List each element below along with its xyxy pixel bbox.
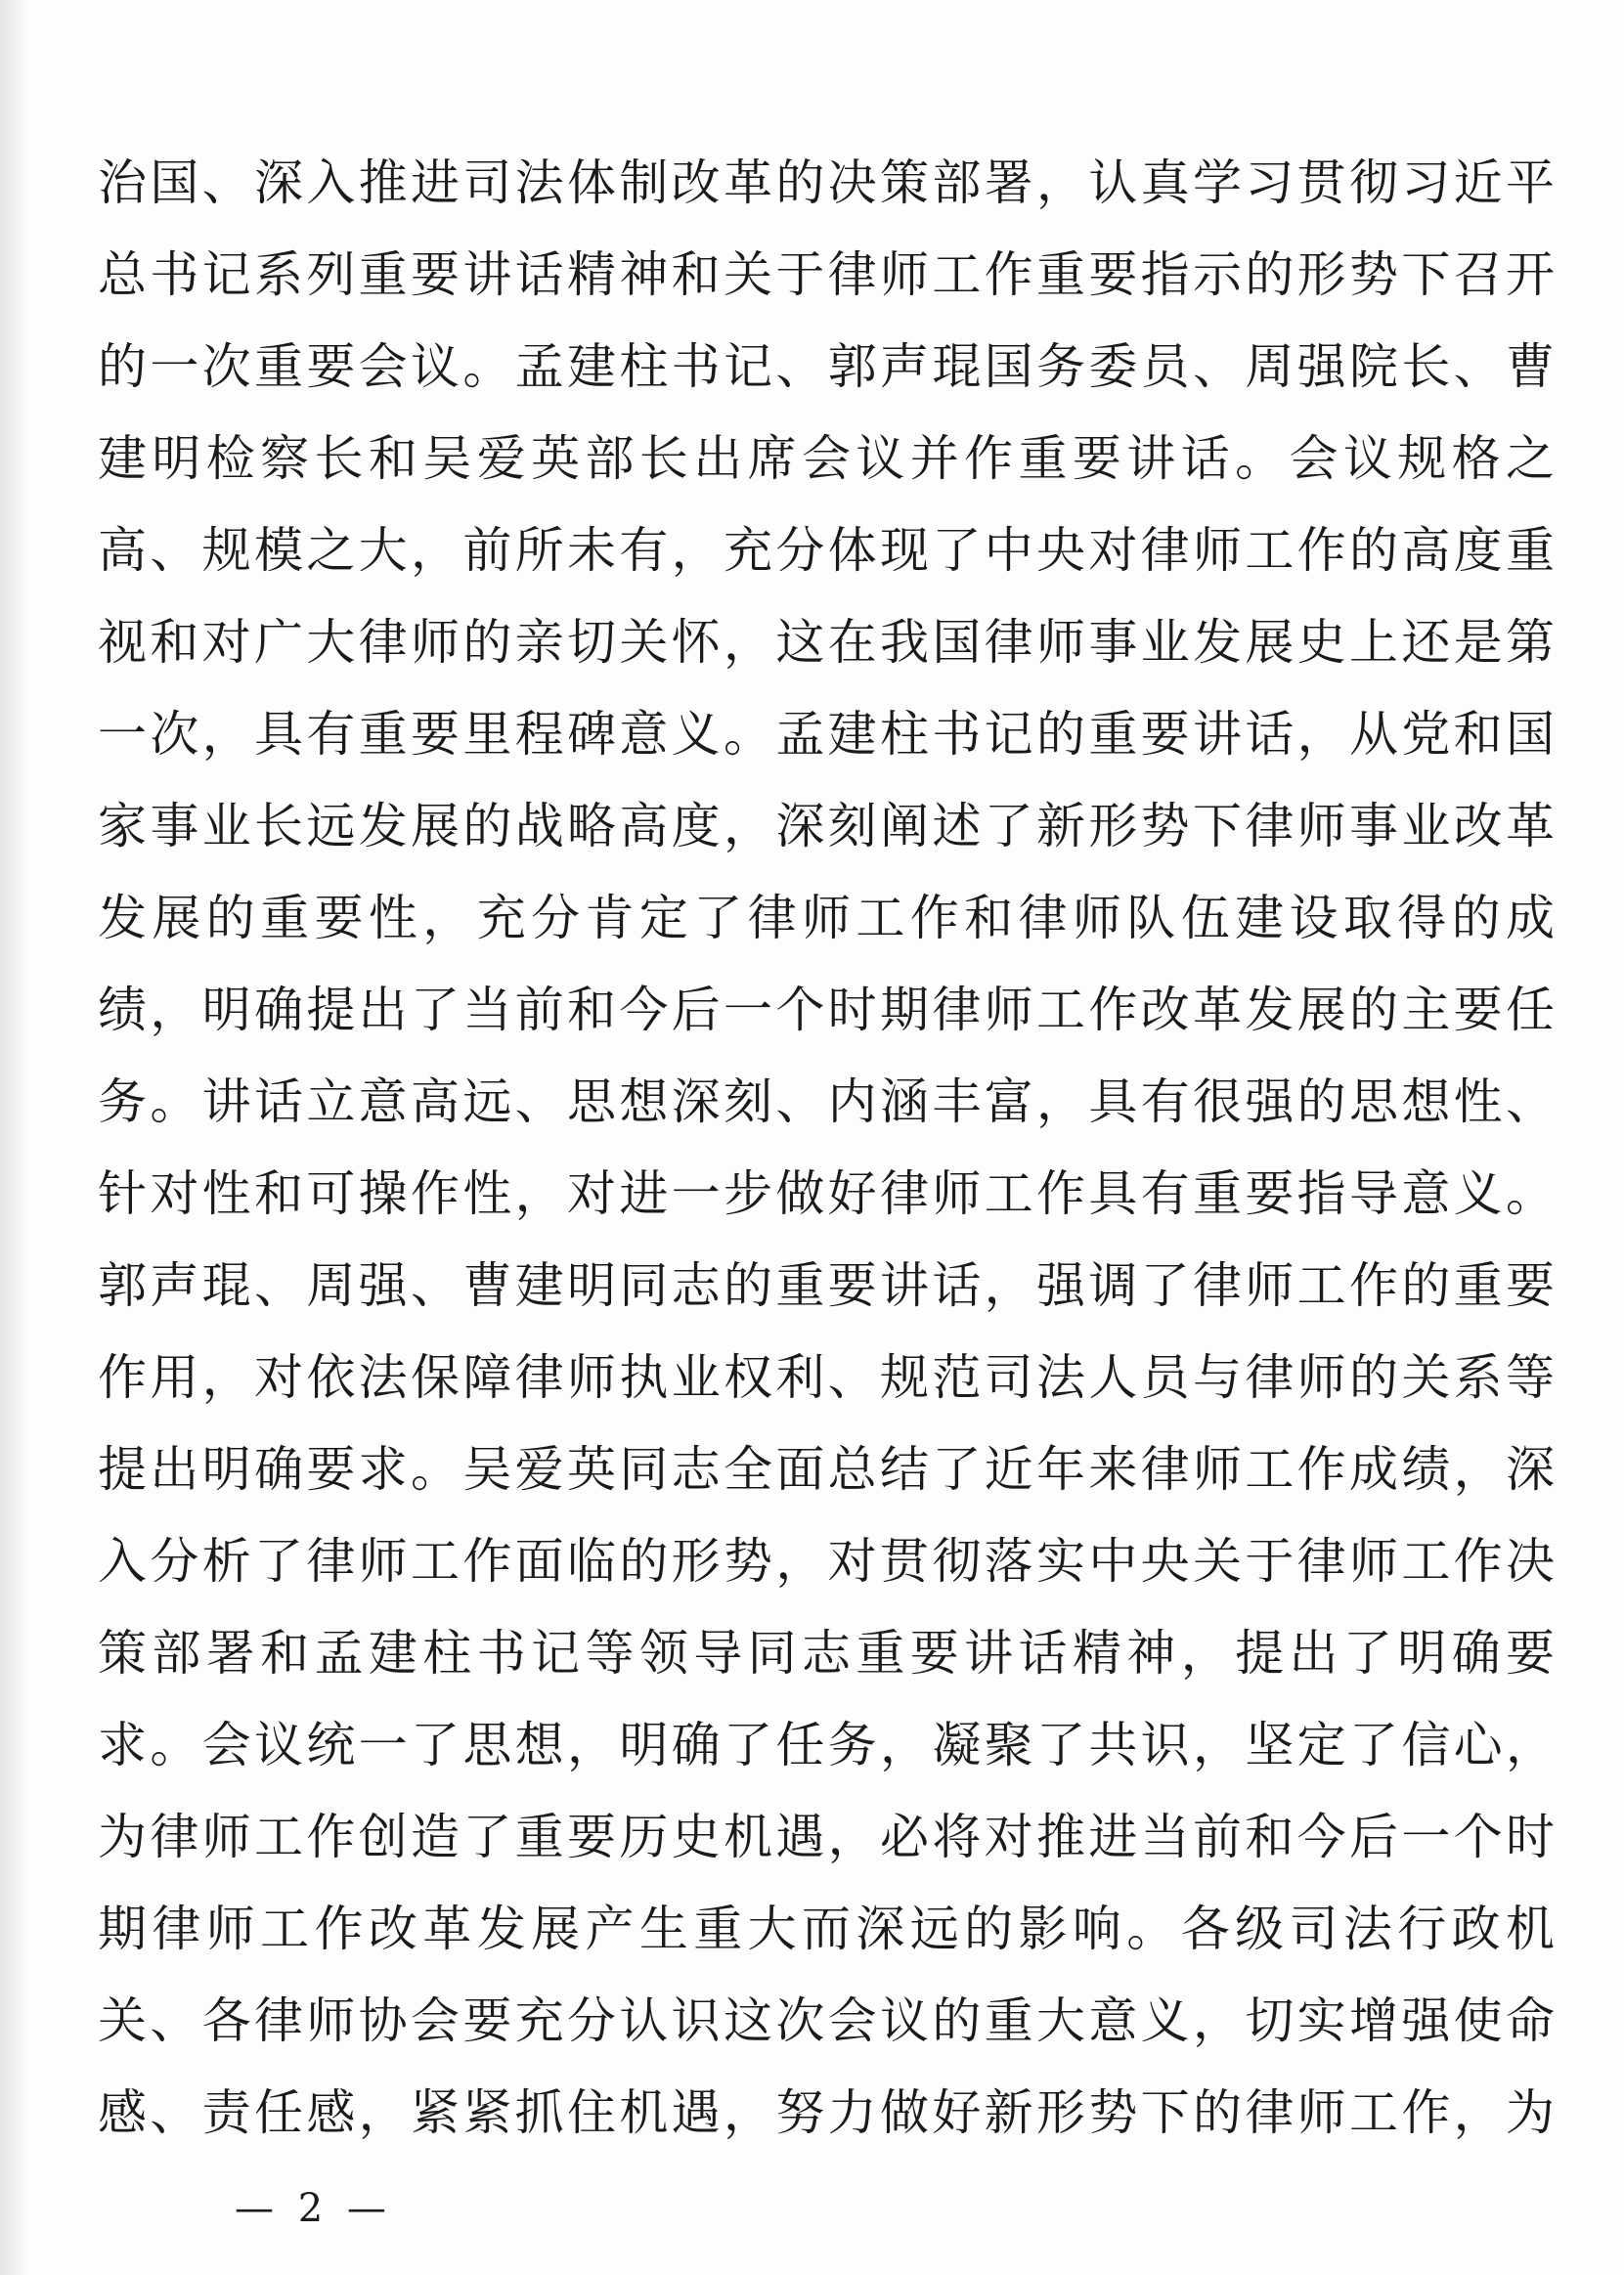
text-line: 治国、深入推进司法体制改革的决策部署，认真学习贯彻习近平: [98, 154, 1555, 211]
page-number: — 2 —: [235, 2186, 392, 2231]
text-line: 期律师工作改革发展产生重大而深远的影响。各级司法行政机: [98, 1901, 1555, 1957]
text-line: 关、各律师协会要充分认识这次会议的重大意义，切实增强使命: [98, 1992, 1555, 2049]
text-line: 求。会议统一了思想，明确了任务，凝聚了共识，坚定了信心，: [98, 1717, 1555, 1773]
text-line: 感、责任感，紧紧抓住机遇，努力做好新形势下的律师工作，为: [98, 2084, 1555, 2141]
text-line: 一次，具有重要里程碑意义。孟建柱书记的重要讲话，从党和国: [98, 706, 1555, 763]
text-line: 总书记系列重要讲话精神和关于律师工作重要指示的形势下召开: [98, 246, 1555, 303]
text-line: 策部署和孟建柱书记等领导同志重要讲话精神，提出了明确要: [98, 1625, 1555, 1682]
text-line: 为律师工作创造了重要历史机遇，必将对推进当前和今后一个时: [98, 1809, 1555, 1865]
text-line: 提出明确要求。吴爱英同志全面总结了近年来律师工作成绩，深: [98, 1441, 1555, 1498]
text-line: 建明检察长和吴爱英部长出席会议并作重要讲话。会议规格之: [98, 430, 1555, 487]
text-line: 家事业长远发展的战略高度，深刻阐述了新形势下律师事业改革: [98, 798, 1555, 854]
text-line: 视和对广大律师的亲切关怀，这在我国律师事业发展史上还是第: [98, 614, 1555, 671]
scan-edge-shadow: [0, 0, 27, 2275]
text-line: 郭声琨、周强、曹建明同志的重要讲话，强调了律师工作的重要: [98, 1257, 1555, 1314]
body-text: [98, 137, 1555, 2159]
text-line: 绩，明确提出了当前和今后一个时期律师工作改革发展的主要任: [98, 982, 1555, 1038]
text-line: 入分析了律师工作面临的形势，对贯彻落实中央关于律师工作决: [98, 1533, 1555, 1590]
text-line: 针对性和可操作性，对进一步做好律师工作具有重要指导意义。: [98, 1165, 1555, 1222]
text-line: 发展的重要性，充分肯定了律师工作和律师队伍建设取得的成: [98, 890, 1555, 946]
text-line: 高、规模之大，前所未有，充分体现了中央对律师工作的高度重: [98, 522, 1555, 579]
text-line: 务。讲话立意高远、思想深刻、内涵丰富，具有很强的思想性、: [98, 1073, 1555, 1130]
text-line: 的一次重要会议。孟建柱书记、郭声琨国务委员、周强院长、曹: [98, 338, 1555, 395]
text-line: 作用，对依法保障律师执业权利、规范司法人员与律师的关系等: [98, 1349, 1555, 1406]
